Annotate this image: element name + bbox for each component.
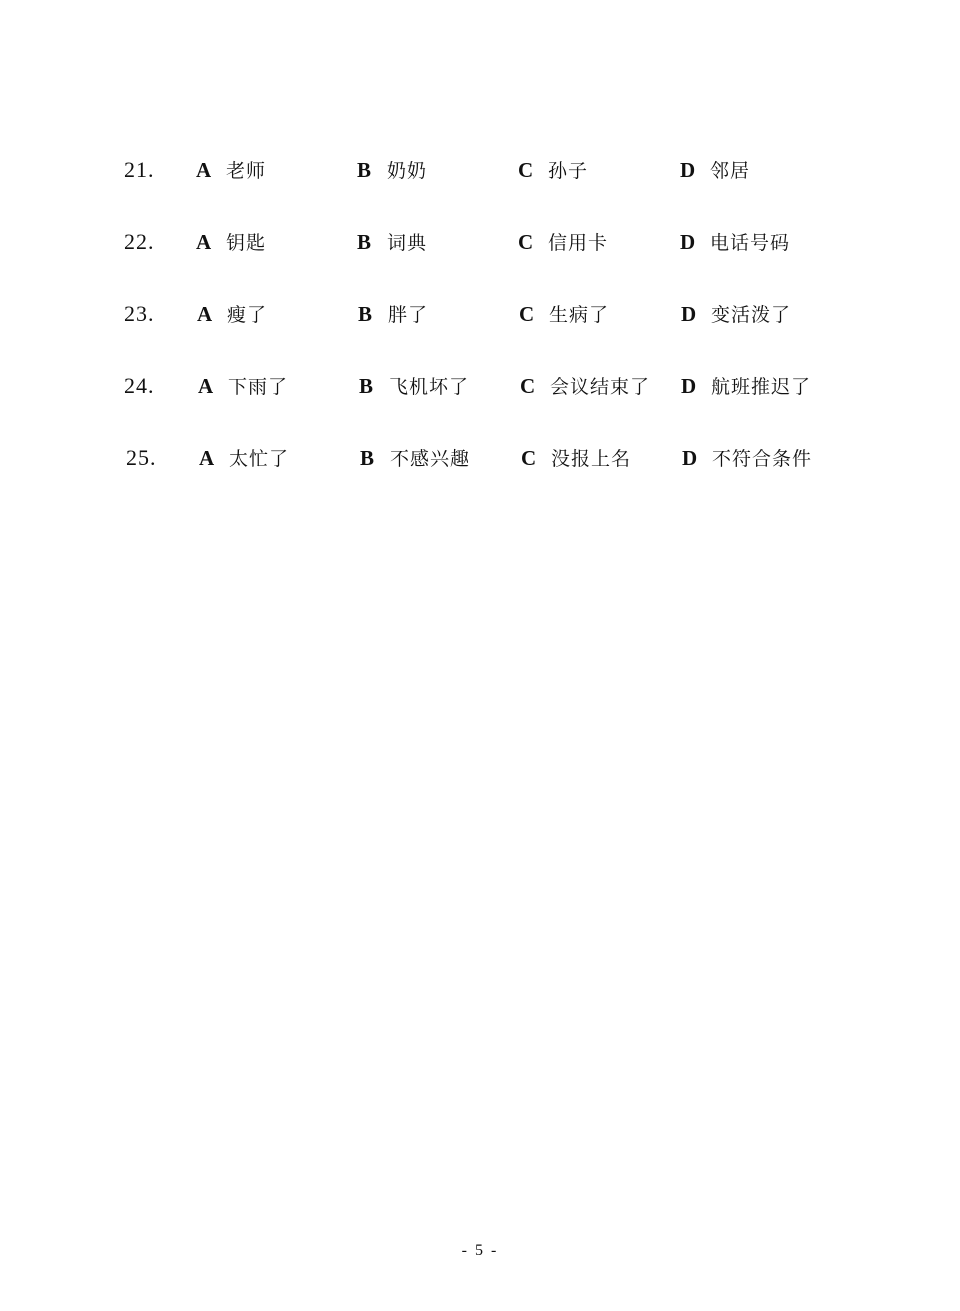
option-text: 没报上名 <box>551 448 632 470</box>
option-a <box>196 150 266 190</box>
question-row-25 <box>0 438 960 478</box>
question-number: 24. <box>124 373 155 398</box>
option-text: 生病了 <box>549 304 610 326</box>
option-letter: B <box>358 302 373 326</box>
option-letter: A <box>197 302 213 326</box>
option-c <box>518 150 588 190</box>
option-letter: C <box>520 374 536 398</box>
option-letter: B <box>357 158 372 182</box>
question-number: 25. <box>126 445 157 470</box>
question-row-23 <box>0 294 960 334</box>
question-number: 21. <box>124 157 155 182</box>
option-b <box>357 222 427 262</box>
option-text: 瘦了 <box>227 304 268 326</box>
option-letter: C <box>521 446 537 470</box>
option-b <box>359 366 469 406</box>
option-text: 太忙了 <box>229 448 290 470</box>
option-text: 词典 <box>387 232 428 254</box>
option-text: 胖了 <box>388 304 429 326</box>
option-letter: C <box>519 302 535 326</box>
option-a <box>199 438 289 478</box>
option-letter: D <box>682 446 698 470</box>
option-letter: D <box>680 230 696 254</box>
option-d <box>681 294 791 334</box>
option-letter: A <box>196 158 212 182</box>
option-c <box>519 294 609 334</box>
question-row-21 <box>0 150 960 190</box>
option-b <box>358 294 428 334</box>
option-a <box>198 366 288 406</box>
question-row-24 <box>0 366 960 406</box>
question-number: 23. <box>124 301 155 326</box>
option-text: 孙子 <box>548 160 589 182</box>
option-b <box>357 150 427 190</box>
option-d <box>681 366 811 406</box>
question-number: 22. <box>124 229 155 254</box>
option-text: 会议结束了 <box>550 376 651 398</box>
option-text: 老师 <box>226 160 267 182</box>
option-letter: D <box>681 302 697 326</box>
option-letter: D <box>680 158 696 182</box>
option-text: 不感兴趣 <box>390 448 471 470</box>
page-number: - 5 - <box>461 1242 499 1259</box>
option-letter: B <box>357 230 372 254</box>
option-c <box>521 438 631 478</box>
option-text: 奶奶 <box>387 160 428 182</box>
option-text: 不符合条件 <box>712 448 813 470</box>
option-a <box>196 222 266 262</box>
option-letter: D <box>681 374 697 398</box>
option-text: 飞机坏了 <box>389 376 470 398</box>
question-row-22 <box>0 222 960 262</box>
option-letter: B <box>359 374 374 398</box>
option-text: 下雨了 <box>228 376 289 398</box>
option-c <box>520 366 650 406</box>
option-text: 变活泼了 <box>711 304 792 326</box>
option-text: 信用卡 <box>548 232 609 254</box>
option-letter: A <box>199 446 215 470</box>
option-d <box>680 150 750 190</box>
option-text: 钥匙 <box>226 232 267 254</box>
option-text: 航班推迟了 <box>711 376 812 398</box>
option-letter: A <box>198 374 214 398</box>
option-text: 邻居 <box>710 160 751 182</box>
option-letter: C <box>518 230 534 254</box>
option-letter: B <box>360 446 375 470</box>
option-d <box>682 438 812 478</box>
option-letter: C <box>518 158 534 182</box>
option-text: 电话号码 <box>710 232 791 254</box>
option-letter: A <box>196 230 212 254</box>
option-a <box>197 294 267 334</box>
option-d <box>680 222 790 262</box>
option-b <box>360 438 470 478</box>
option-c <box>518 222 608 262</box>
